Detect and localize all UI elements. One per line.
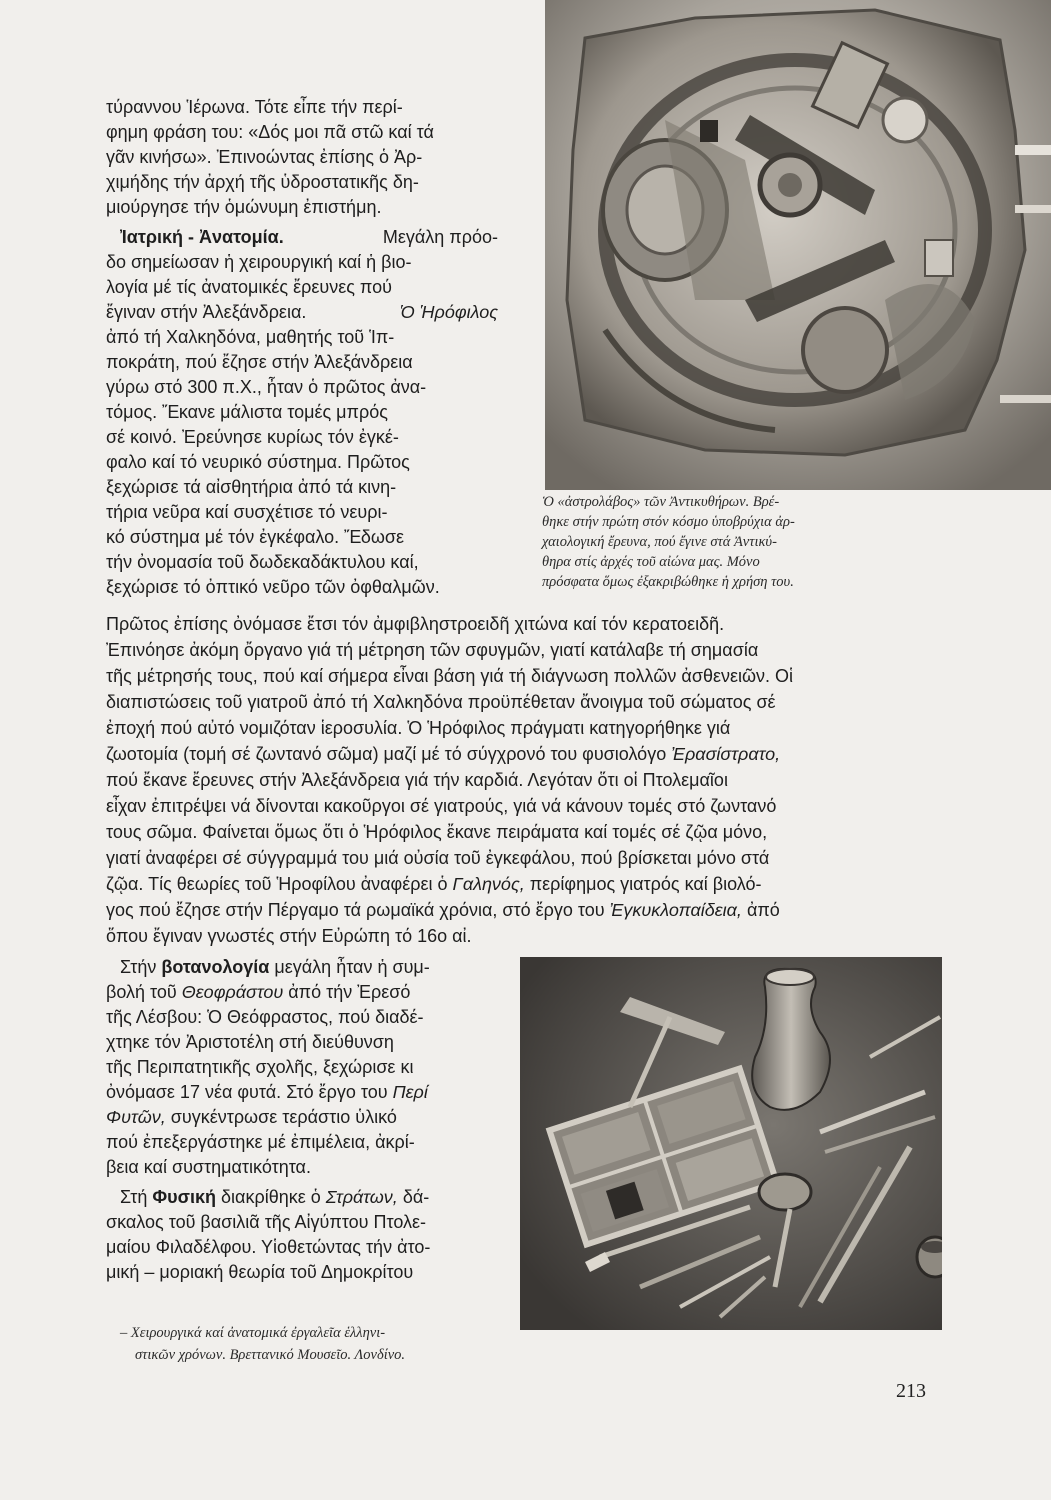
caption-line: – Χειρουργικά καί ἀνατομικά ἐργαλεῖα ἑλληνι-	[120, 1325, 386, 1341]
text-line: ἔγιναν στήν Ἀλεξάνδρεια. Ὁ Ἡρόφιλος	[106, 302, 498, 322]
text-line: Στήν βοτανολογία μεγάλη ἦταν ἡ συμ-	[120, 957, 430, 977]
text-line: τόμος. Ἔκανε μάλιστα τομές μπρός	[106, 402, 388, 422]
text-line: Φυτῶν, συγκέντρωσε τεράστιο ὑλικό	[106, 1107, 397, 1127]
text-line: Ἰατρική - Ἀνατομία. Μεγάλη πρόο-	[120, 225, 498, 250]
text-line: χιμήδης τήν ἀρχή τῆς ὑδροστατικῆς δη-	[106, 172, 419, 192]
surgical-instruments-illustration	[520, 957, 942, 1330]
text-line: Στή Φυσική διακρίθηκε ὁ Στράτων, δά-	[120, 1187, 430, 1207]
text-line: γᾶν κινήσω». Ἐπινοώντας ἐπίσης ὁ Ἀρ-	[106, 147, 423, 167]
caption-line: Ὁ «ἀστρολάβος» τῶν Ἀντικυθήρων. Βρέ-	[542, 494, 780, 510]
text-line: σέ κοινό. Ἐρεύνησε κυρίως τόν ἐγκέ-	[106, 427, 399, 447]
text-line: χτηκε τόν Ἀριστοτέλη στή διεύθυνση	[106, 1032, 394, 1052]
caption-line: χαιολογική ἔρευνα, πού ἔγινε στά Ἀντικύ-	[542, 534, 777, 550]
antikythera-mechanism-illustration	[545, 0, 1051, 490]
text-line: λογία μέ τίς ἀνατομικές ἔρευνες πού	[106, 277, 392, 297]
text-line: γος πού ἔζησε στήν Πέργαμο τά ρωμαϊκά χρόνια, στό ἔργο του Ἐγκυκλοπαίδεια, ἀπό	[106, 900, 780, 920]
text-line: μαίου Φιλαδέλφου. Υἱοθετώντας τήν ἀτο-	[106, 1237, 431, 1257]
text-line: τῆς Λέσβου: Ὁ Θεόφραστος, πού διαδέ-	[106, 1007, 424, 1027]
text-line: ξεχώρισε τά αἰσθητήρια ἀπό τά κινη-	[106, 477, 397, 497]
text-line: ἐποχή πού αὐτό νομιζόταν ἱεροσυλία. Ὁ Ἡρόφιλος πράγματι κατηγορήθηκε γιά	[106, 718, 731, 738]
caption-line: θηρα στίς ἀρχές τοῦ αἰώνα μας. Μόνο	[542, 554, 760, 570]
text-line: βολή τοῦ Θεοφράστου ἀπό τήν Ἐρεσό	[106, 982, 411, 1002]
text-line: Πρῶτος ἐπίσης ὀνόμασε ἔτσι τόν ἀμφιβληστροειδῆ χιτώνα καί τόν κερατοειδῆ.	[106, 614, 725, 634]
text-line: πού ἔκανε ἔρευνες στήν Ἀλεξάνδρεια γιά τήν καρδιά. Λεγόταν ὅτι οἱ Πτολεμαῖοι	[106, 770, 728, 790]
text-line: τήν ὀνομασία τοῦ δωδεκαδάκτυλου καί,	[106, 552, 419, 572]
text-line: τῆς μέτρησής τους, πού καί σήμερα εἶναι βάση γιά τή διάγνωση πολλῶν ἀσθενειῶν. Οἱ	[106, 666, 794, 686]
text-line: ζωοτομία (τομή σέ ζωντανό σῶμα) μαζί μέ τό σύγχρονό του φυσιολόγο Ἐρασίστρατο,	[106, 744, 781, 764]
text-line: φαλο καί τό νευρικό σύστημα. Πρῶτος	[106, 452, 410, 472]
text-line: Ἐπινόησε ἀκόμη ὄργανο γιά τή μέτρηση τῶν σφυγμῶν, γιατί κατάλαβε τή σημασία	[106, 640, 759, 660]
caption-line: θηκε στήν πρώτη στόν κόσμο ὑποβρύχια ἀρ-	[542, 514, 795, 530]
text-line: ζῷα. Τίς θεωρίες τοῦ Ἡροφίλου ἀναφέρει ὁ Γαληνός, περίφημος γιατρός καί βιολό-	[106, 874, 762, 894]
text-line: διαπιστώσεις τοῦ γιατροῦ ἀπό τή Χαλκηδόνα προϋπέθεταν ἄνοιγμα τοῦ σώματος σέ	[106, 692, 776, 712]
text-line: ἀπό τή Χαλκηδόνα, μαθητής τοῦ Ἱπ-	[106, 327, 395, 347]
text-line: ὀνόμασε 17 νέα φυτά. Στό ἔργο του Περί	[106, 1082, 428, 1102]
text-line: γιατί ἀναφέρει σέ σύγγραμμά του μιά οὐσία τοῦ ἐγκεφάλου, πού βρίσκεται μόνο στά	[106, 848, 770, 868]
caption-line: πρόσφατα ὅμως ἐξακριβώθηκε ἡ χρήση του.	[542, 574, 794, 590]
text-line: κό σύστημα μέ τόν ἐγκέφαλο. Ἔδωσε	[106, 527, 405, 547]
caption-line: στικῶν χρόνων. Βρεττανικό Μουσεῖο. Λονδίνο.	[135, 1347, 406, 1363]
text-line: φημη φράση του: «Δός μοι πᾶ στῶ καί τά	[106, 122, 434, 142]
text-line: μική – μοριακή θεωρία τοῦ Δημοκρίτου	[106, 1262, 414, 1282]
text-line: βεια καί συστηματικότητα.	[106, 1157, 311, 1177]
text-line: ποκράτη, πού ἔζησε στήν Ἀλεξάνδρεια	[106, 352, 413, 372]
text-line: τύραννου Ἱέρωνα. Τότε εἶπε τήν περί-	[106, 97, 403, 117]
text-line: πού ἐπεξεργάστηκε μέ ἐπιμέλεια, ἀκρί-	[106, 1132, 415, 1152]
text-line: ξεχώρισε τό ὀπτικό νεῦρο τῶν ὀφθαλμῶν.	[106, 577, 440, 597]
text-line: μιούργησε τήν ὁμώνυμη ἐπιστήμη.	[106, 197, 382, 217]
text-line: τῆς Περιπατητικῆς σχολῆς, ξεχώρισε κι	[106, 1057, 414, 1077]
surgical-instruments-photo	[520, 957, 942, 1330]
text-line: εἶχαν ἐπιτρέψει νά δίνονται κακοῦργοι σέ γιατρούς, γιά νά κάνουν τομές στό ζωντανό	[106, 796, 777, 816]
section-heading-iatriki: Ἰατρική - Ἀνατομία.	[120, 227, 284, 247]
antikythera-mechanism-photo	[545, 0, 1051, 490]
text-line: γύρω στό 300 π.Χ., ἦταν ὁ πρῶτος ἀνα-	[106, 377, 427, 397]
text-line: σκαλος τοῦ βασιλιᾶ τῆς Αἰγύπτου Πτολε-	[106, 1212, 427, 1232]
text-line: δο σημείωσαν ἡ χειρουργική καί ἡ βιο-	[106, 252, 412, 272]
text-line: τήρια νεῦρα καί συσχέτισε τό νευρι-	[106, 502, 388, 522]
text-line: ὅπου ἔγιναν γνωστές στήν Εὐρώπη τό 16ο αἰ.	[106, 926, 472, 946]
page-number: 213	[896, 1380, 926, 1402]
text-line: τους σῶμα. Φαίνεται ὅμως ὅτι ὁ Ἡρόφιλος ἔκανε πειράματα καί τομές σέ ζῷα μόνο,	[106, 822, 768, 842]
